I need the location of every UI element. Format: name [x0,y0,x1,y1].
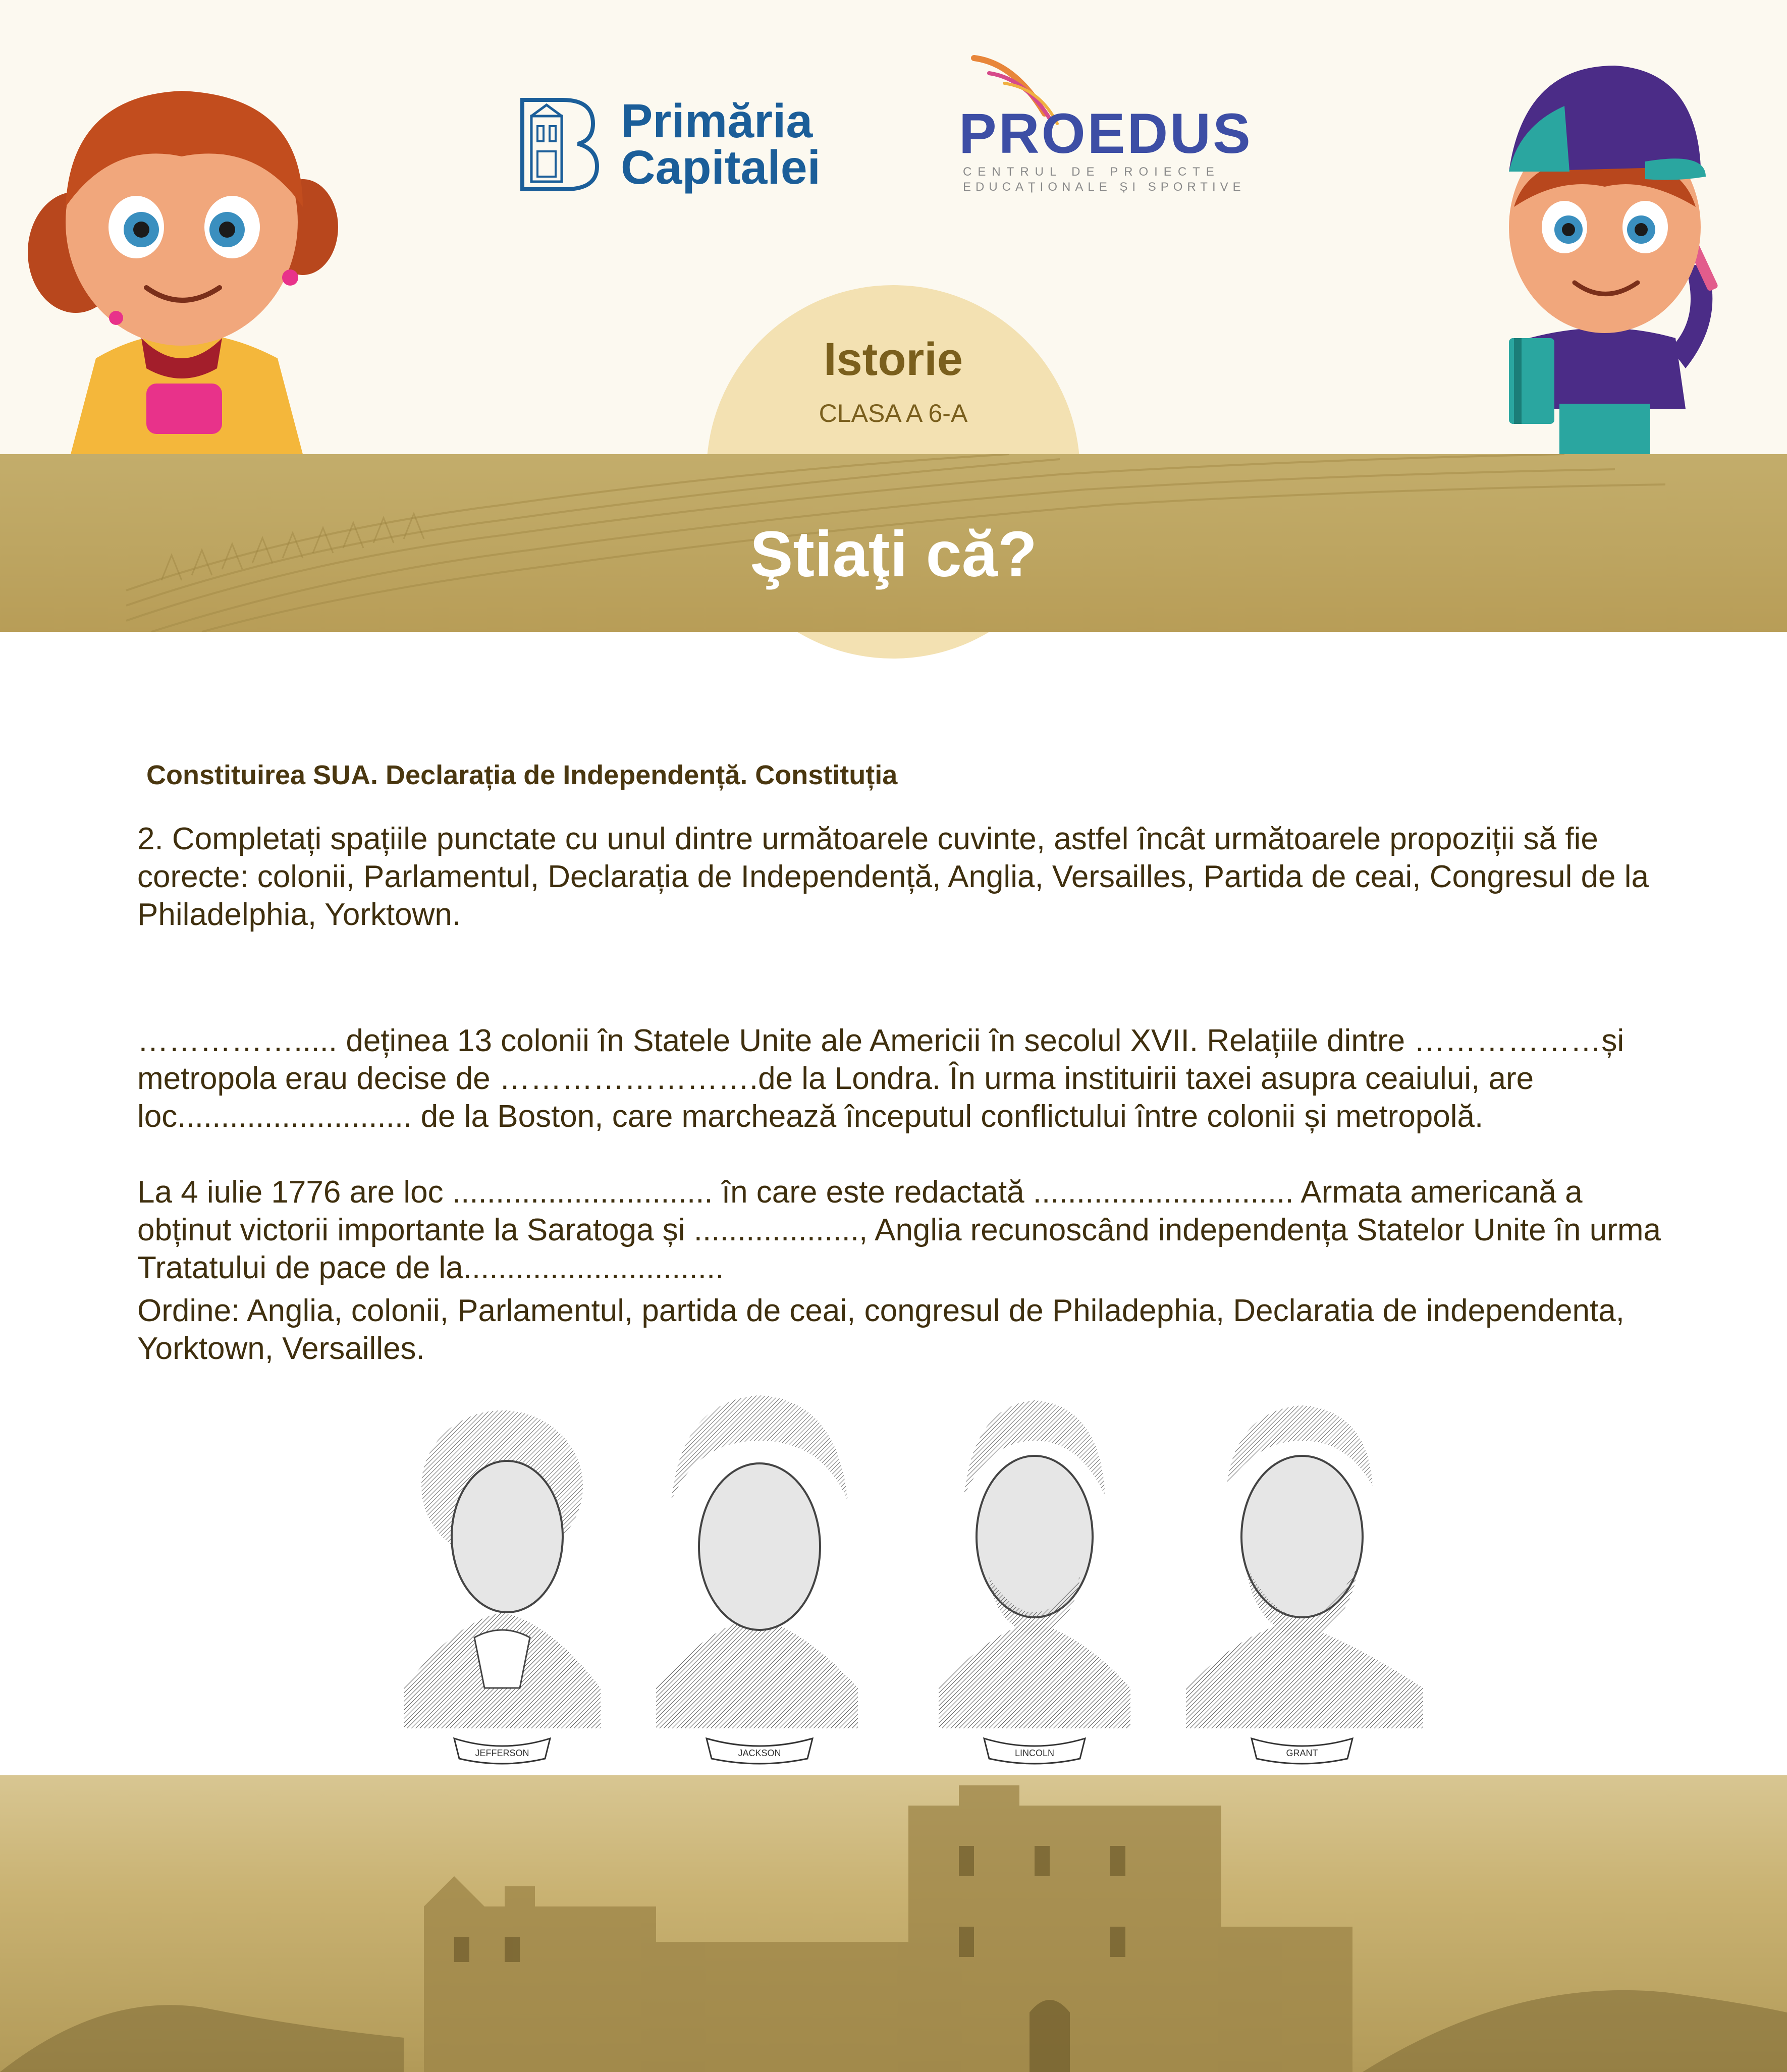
banner-title: Ştiaţi că? [749,518,1038,590]
lincoln-label: LINCOLN [1014,1748,1055,1758]
proedus-name: PROEDUS [959,102,1253,165]
exercise-paragraph-1: ……………..... deținea 13 colonii în Statele Unite ale Americii în secolul XVII. Relațiile dintre ………………și metropola erau decise de …………………….de la Londra. În urma instituirii taxei asupra ceaiului, are loc........................... de la Boston, care marchează începutul conflictului între colonii și metropolă. [137,1023,1624,1134]
grant-portrait [1186,1405,1423,1764]
exercise-instruction: 2. Completați spațiile punctate cu unul dintre următoarele cuvinte, astfel încât următoarele propoziții să fie corecte: colonii, Parlamentul, Declarația de Independență, Anglia, Versailles, Partida de ceai, Congresul de la Philadelphia, Yorktown. [137,822,1649,932]
grade-label: CLASA A 6-A [819,399,968,427]
portrait-engravings [399,1385,1448,1769]
lincoln-portrait [939,1400,1130,1764]
jefferson-portrait [404,1410,601,1764]
primaria-line2: Capitalei [621,141,821,194]
proedus-logo [959,53,1262,194]
jefferson-label: JEFFERSON [475,1748,529,1758]
grant-label: GRANT [1286,1748,1318,1758]
subject-title: Istorie [823,334,963,385]
presidents-portraits [399,1385,1448,1771]
castle-footer-image [0,1775,1787,2072]
girl-mascot-illustration [20,56,343,454]
primaria-building-icon [517,96,601,192]
lesson-heading: Constituirea SUA. Declarația de Independență. Constituția [146,760,898,790]
primaria-capitalei-logo [517,96,850,197]
boy-mascot-illustration [1464,56,1746,454]
answer-order: Ordine: Anglia, colonii, Parlamentul, partida de ceai, congresul de Philadephia, Declaratia de independenta, Yorktown, Versailles. [137,1293,1624,1366]
exercise-paragraph-2: La 4 iulie 1776 are loc .............................. în care este redactată .............................. Armata americană a obținut victorii importante la Saratoga și ..................., Anglia recunoscând independența Statelor Unite în urma Tratatului de pace de la.............................. [137,1175,1661,1285]
proedus-tagline2: EDUCAȚIONALE ȘI SPORTIVE [963,180,1246,194]
castle-illustration [0,1775,1787,2072]
proedus-tagline1: CENTRUL DE PROIECTE [963,165,1220,179]
jackson-portrait [656,1395,858,1764]
primaria-line1: Primăria [621,94,813,148]
jackson-label: JACKSON [738,1748,781,1758]
